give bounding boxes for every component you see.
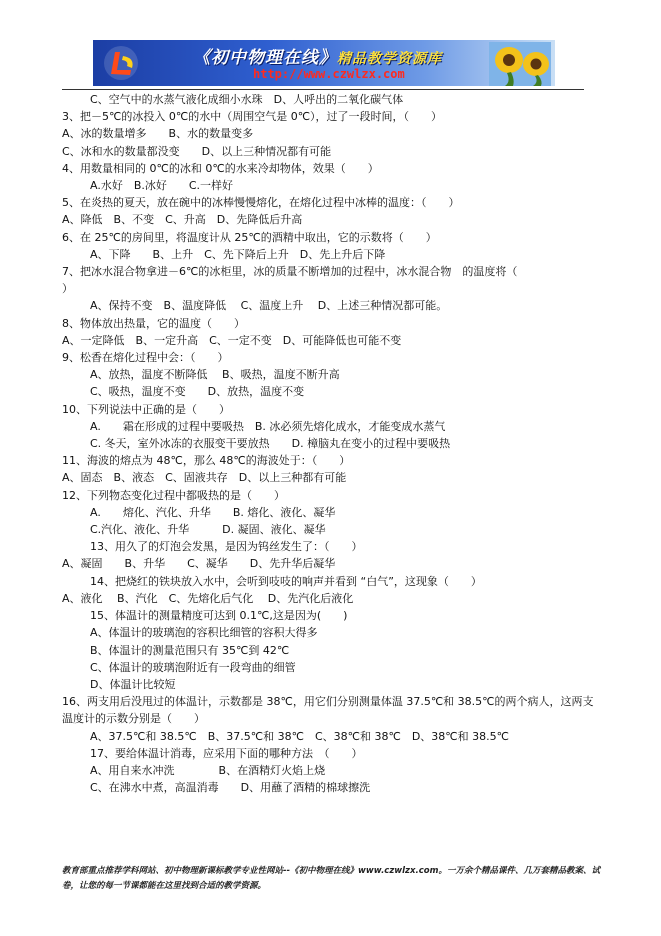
option-line: A、凝固 B、升华 C、凝华 D、先升华后凝华: [62, 557, 336, 571]
banner-subtitle: 精品教学资源库: [337, 51, 442, 67]
question-17: 17、要给体温计消毒，应采用下面的哪种方法 （ ）: [90, 746, 363, 760]
footer-note: 教育部重点推荐学科网站、初中物理新课标教学专业性网站--《初中物理在线》www.czwlzx.com。一万余个精品课件、几万套精品教案、试卷，让您的每一节课都能在这里找到合适的教学资源。: [62, 866, 600, 891]
option-line: A、放热，温度不断降低 B、吸热，温度不断升高: [90, 368, 340, 382]
option-line: C.汽化、液化、升华 D. 凝固、液化、凝华: [90, 523, 326, 537]
question-10: 10、下列说法中正确的是（ ）: [62, 402, 230, 416]
option-line: C、吸热，温度不变 D、放热，温度不变: [90, 385, 305, 399]
option-line: A.水好 B.冰好 C.一样好: [90, 179, 234, 193]
option-line: A、下降 B、上升 C、先下降后上升 D、先上升后下降: [90, 247, 386, 261]
question-11: 11、海波的熔点为 48℃，那么 48℃的海波处于：（ ）: [62, 454, 351, 468]
question-4: 4、用数量相同的 0℃的冰和 0℃的水来冷却物体，效果（ ）: [62, 161, 379, 175]
question-15: 15、体温计的测量精度可达到 0.1℃,这是因为( ): [90, 609, 348, 623]
text-line: C、空气中的水蒸气液化成细小水珠 D、人呼出的二氧化碳气体: [90, 93, 404, 106]
option-line: A、液化 B、汽化 C、先熔化后气化 D、先汽化后液化: [62, 591, 354, 605]
option-line: A. 熔化、汽化、升华 B. 熔化、液化、凝华: [90, 505, 336, 519]
option-line: A、降低 B、不变 C、升高 D、先降低后升高: [62, 213, 303, 227]
question-8: 8、物体放出热量，它的温度（ ）: [62, 316, 245, 330]
option-line: C、在沸水中煮，高温消毒 D、用蘸了酒精的棉球擦洗: [90, 781, 371, 795]
banner-url: http://www.czwlzx.com: [253, 67, 405, 81]
question-3: 3、把－5℃的冰投入 0℃的水中（周围空气是 0℃），过了一段时间，（ ）: [62, 110, 443, 124]
banner-title: [193, 43, 442, 68]
option-line: A、冰的数量增多 B、水的数量变多: [62, 127, 254, 141]
option-line: C、冰和水的数量都没变 D、以上三种情况都有可能: [62, 144, 332, 158]
question-9: 9、松香在熔化过程中会：（ ）: [62, 351, 229, 365]
sunflower-icon: [489, 42, 551, 86]
option-line: C. 冬天，室外冰冻的衣服变干要放热 D. 樟脑丸在变小的过程中要吸热: [90, 437, 451, 451]
header-banner: [93, 40, 555, 86]
option-line: D、体温计比较短: [90, 677, 176, 691]
header-rule: [62, 89, 584, 90]
question-list: [62, 91, 602, 796]
question-12: 12、下列物态变化过程中都吸热的是（ ）: [62, 488, 285, 502]
question-5: 5、在炎热的夏天，放在碗中的冰棒慢慢熔化，在熔化过程中冰棒的温度：（ ）: [62, 196, 460, 210]
banner-title-text: 《初中物理在线》: [193, 48, 337, 68]
site-logo: [101, 44, 141, 82]
question-16: 16、两支用后没甩过的体温计，示数都是 38℃，用它们分别测量体温 37.5℃和 38.5℃的两个病人，这两支温度计的示数分别是（ ）: [62, 695, 594, 726]
question-7: 7、把冰水混合物拿进－6℃的冰柜里，冰的质量不断增加的过程中，冰水混合物 的温度将（: [62, 265, 518, 279]
option-line: C、体温计的玻璃泡附近有一段弯曲的细管: [90, 660, 296, 674]
text-line: ）: [62, 282, 73, 296]
option-line: A、保持不变 B、温度降低 C、温度上升 D、上述三种情况都可能。: [90, 299, 448, 313]
option-line: A、体温计的玻璃泡的容积比细管的容积大得多: [90, 626, 318, 640]
option-line: A、37.5℃和 38.5℃ B、37.5℃和 38℃ C、38℃和 38℃ D、38℃和 38.5℃: [90, 729, 509, 743]
option-line: A、用自来水冲洗 B、在酒精灯火焰上烧: [90, 763, 326, 777]
option-line: A、固态 B、液态 C、固液共存 D、以上三种都有可能: [62, 471, 347, 485]
question-6: 6、在 25℃的房间里，将温度计从 25℃的酒精中取出，它的示数将（ ）: [62, 230, 437, 244]
option-line: A. 霜在形成的过程中要吸热 B. 冰必须先熔化成水，才能变成水蒸气: [90, 419, 446, 433]
option-line: B、体温计的测量范围只有 35℃到 42℃: [90, 643, 290, 657]
option-line: A、一定降低 B、一定升高 C、一定不变 D、可能降低也可能不变: [62, 333, 402, 347]
question-14: 14、把烧红的铁块放入水中，会听到吱吱的响声并看到 “白气”，这现象（ ）: [90, 574, 482, 588]
question-13: 13、用久了的灯泡会发黑，是因为钨丝发生了：（ ）: [90, 540, 363, 554]
